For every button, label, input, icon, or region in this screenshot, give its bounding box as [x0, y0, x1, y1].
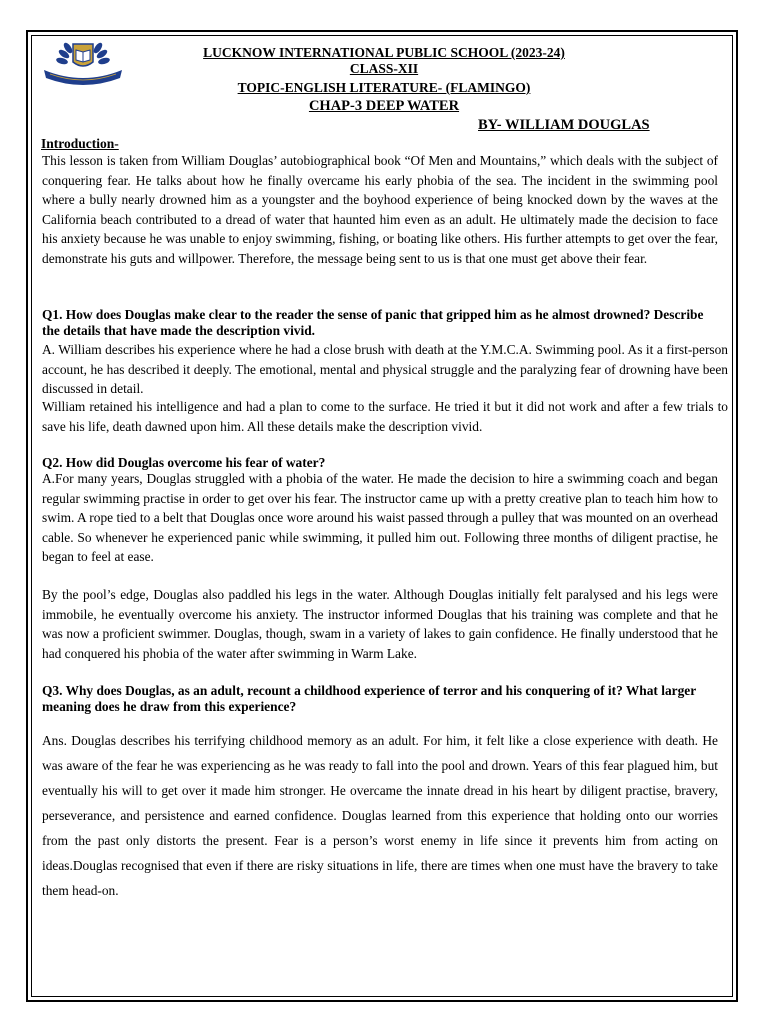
- answer-1-paragraph-2: William retained his intelligence and had a plan to come to the surface. He tried it but it did not work and after a few trials to save his life, death dawned upon him. All these details make the description vivid.: [42, 399, 728, 434]
- school-name: LUCKNOW INTERNATIONAL PUBLIC SCHOOL (2023-24): [203, 45, 565, 60]
- answer-3: Ans. Douglas describes his terrifying childhood memory as an adult. For him, it felt like a close experience with death. He was aware of the fear he was experiencing as he was ready to fall into the pool and drown. Years of this fear plagued him, but eventually his will to get over it made him stronger. He overcame the innate dread in his heart by diligent practise, bravery, perseverance, and persistence and earned confidence. Douglas learned from this experience that holding onto our worries from the past only distorts the present. Fear is a person’s worst enemy in life since it prevents him from acting on ideas.Douglas recognised that even if there are risky situations in life, there are times when one must have the bravery to take them head-on.: [42, 733, 718, 898]
- question-1: Q1. How does Douglas make clear to the reader the sense of panic that gripped him as he almost drowned? Describe the details that have made the description vivid.: [42, 307, 704, 338]
- answer-2-paragraph-2: By the pool’s edge, Douglas also paddled his legs in the water. Although Douglas initially felt paralysed and his legs were immobile, he eventually overcome his anxiety. The instructor informed Douglas that his training was complete and that he was now a proficient swimmer. Douglas, though, swam in a variety of lakes to gain confidence. He finally understood that he had conquered his phobia of the water after swimming in Warm Lake.: [42, 587, 718, 661]
- answer-2-paragraph-1: A.For many years, Douglas struggled with a phobia of the water. He made the decision to hire a swimming coach and began regular swimming practise in order to get over his fear. The instructor came up with a pretty creative plan to teach him how to swim. A rope tied to a belt that Douglas once wore around his waist passed through a pulley that was mounted on an overhead cable. So whenever he experienced panic while swimming, it pulled him out. Following three months of diligent practise, he began to feel at ease.: [42, 471, 718, 564]
- answer-1-paragraph-1: A. William describes his experience where he had a close brush with death at the Y.M.C.A. Swimming pool. As it a first-person account, he has described it deeply. The emotional, mental and physical struggle and the paralyzing fear of drowning have been discussed in detail.: [42, 342, 728, 396]
- author-byline: BY- WILLIAM DOUGLAS: [478, 117, 650, 133]
- chapter-title: CHAP-3 DEEP WATER: [308, 98, 460, 114]
- class-label: CLASS-XII: [349, 61, 419, 76]
- topic-label: TOPIC-ENGLISH LITERATURE- (FLAMINGO): [237, 80, 531, 95]
- question-2: Q2. How did Douglas overcome his fear of water?: [42, 455, 326, 470]
- introduction-heading: Introduction-: [41, 136, 119, 151]
- introduction-text: This lesson is taken from William Douglas’ autobiographical book “Of Men and Mountains,” which deals with the subject of conquering fear. He talks about how he finally overcame his early phobia of the sea. The incident in the swimming pool where a bully nearly drowned him as a youngster and the boyhood experience of being knocked down by the waves at the California beach contributed to a dread of water that haunted him even as an adult. He ultimately made the decision to face his anxiety because he was unable to enjoy swimming, fishing, or boating like others. His further attempts to get over the fear, demonstrate his guts and willpower. Therefore, the message being sent to us is that one must get above their fear.: [42, 153, 718, 266]
- question-3: Q3. Why does Douglas, as an adult, recount a childhood experience of terror and his conquering of it? What larger meaning does he draw from this experience?: [42, 683, 696, 714]
